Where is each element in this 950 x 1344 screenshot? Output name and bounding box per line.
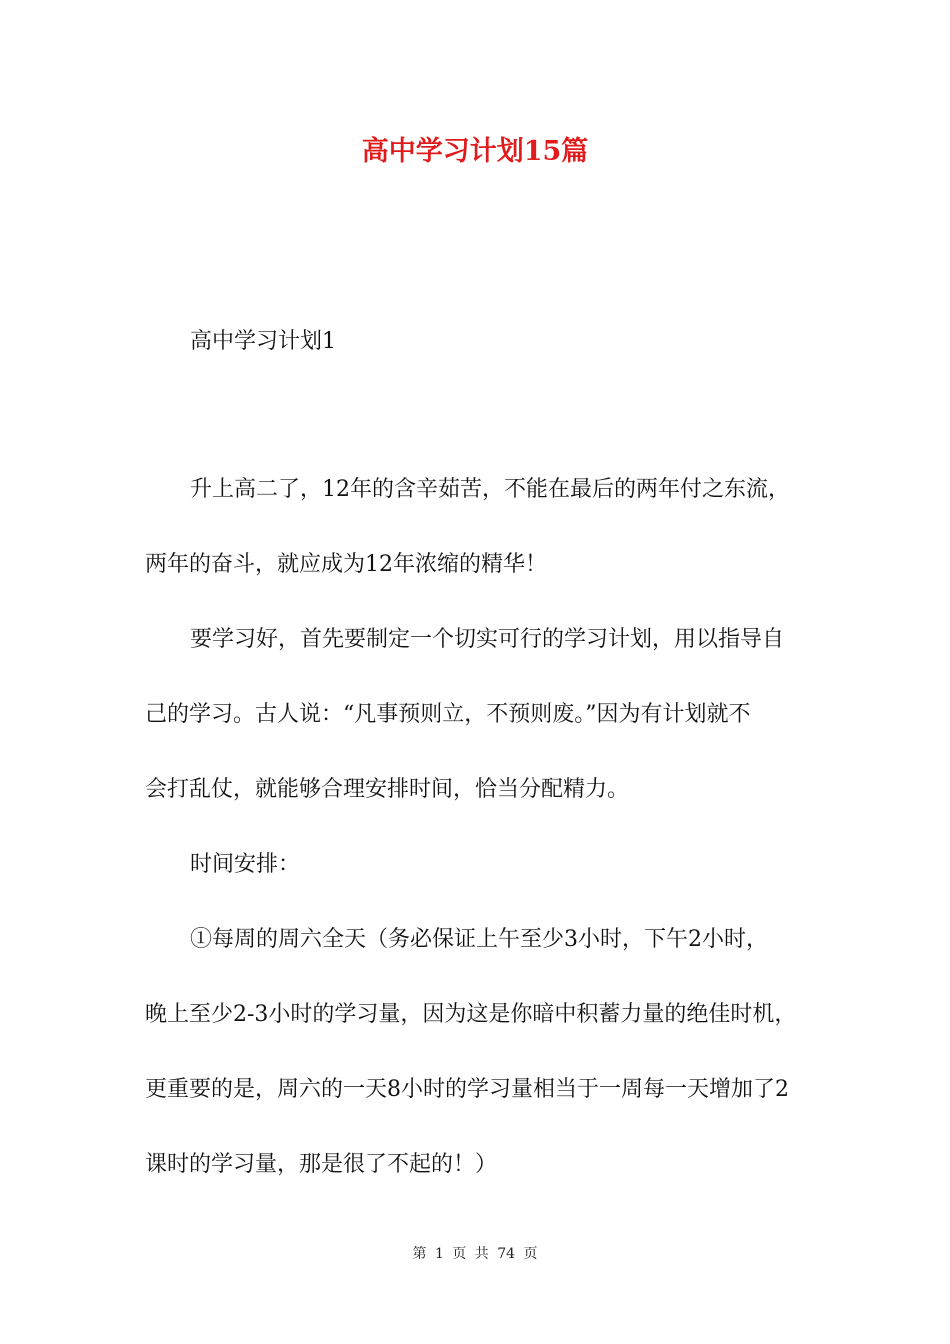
paragraph-line: 会打乱仗，就能够合理安排时间，恰当分配精力。 xyxy=(145,777,630,802)
page-number-footer: 第 1 页 共 74 页 xyxy=(412,1246,538,1262)
paragraph-line: 升上高二了，12年的含辛茹苦，不能在最后的两年付之东流， xyxy=(190,477,790,502)
document-title: 高中学习计划15篇 xyxy=(361,136,589,167)
section-heading: 高中学习计划1 xyxy=(190,329,336,354)
paragraph-line: 更重要的是，周六的一天8小时的学习量相当于一周每一天增加了2 xyxy=(145,1077,789,1102)
paragraph-line: ①每周的周六全天（务必保证上午至少3小时，下午2小时， xyxy=(190,927,768,952)
paragraph-line: 两年的奋斗，就应成为12年浓缩的精华！ xyxy=(145,552,547,577)
paragraph-line: 要学习好，首先要制定一个切实可行的学习计划，用以指导自 xyxy=(190,627,785,652)
paragraph-line: 课时的学习量，那是很了不起的！） xyxy=(145,1152,498,1177)
paragraph-line: 时间安排： xyxy=(190,852,301,877)
paragraph-line: 己的学习。古人说：“凡事预则立，不预则废。”因为有计划就不 xyxy=(145,702,751,727)
paragraph-line: 晚上至少2-3小时的学习量，因为这是你暗中积蓄力量的绝佳时机， xyxy=(145,1002,797,1027)
